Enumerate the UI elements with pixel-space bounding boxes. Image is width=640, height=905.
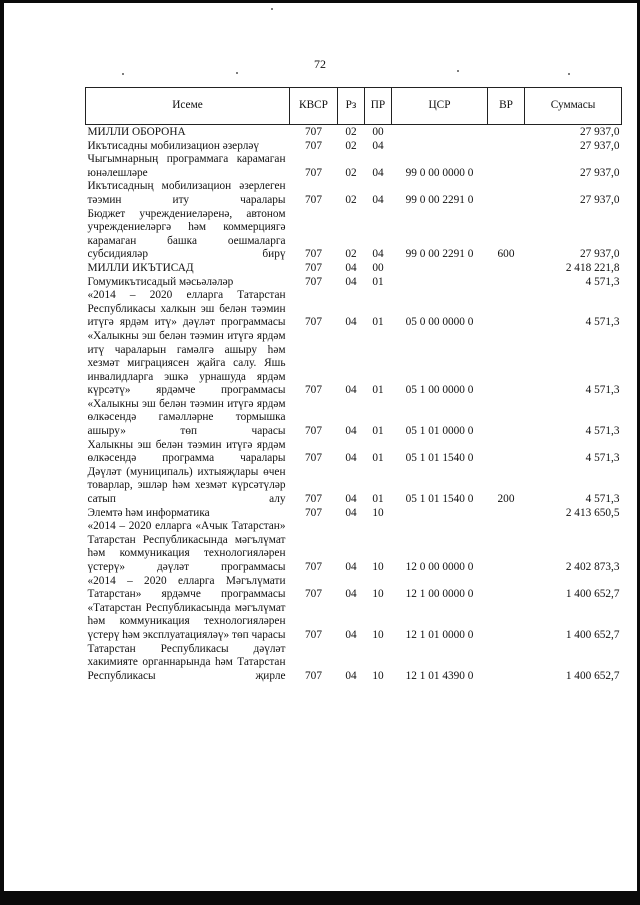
cell-csr [392, 507, 488, 521]
cell-name: Бюджет учреждениеләренә, автоном учреждениеләргә һәм коммерциягә карамаган башка оешмаларга субсидияләр бирү [87, 207, 286, 261]
header-kvsr: КВСР [290, 88, 338, 125]
cell-name: Чыгымнарның программага карамаган юнәлешләре [87, 153, 286, 179]
cell-csr: 99 0 00 0000 0 [405, 166, 474, 179]
cell-csr: 05 1 01 1540 0 [405, 452, 474, 465]
header-pr: ПР [365, 88, 392, 125]
cell-name: Икътисадның мобилизацион әзерлеген тәэмин иту чаралары [87, 180, 286, 206]
cell-csr: 05 1 01 1540 0 [405, 493, 474, 506]
cell-kvsr: 707 [305, 261, 322, 274]
cell-rz: 02 [345, 248, 357, 261]
cell-rz: 04 [345, 588, 357, 601]
cell-name: Татарстан Республикасы дәүләт хакимияте органнарында һәм Татарстан Республикасы җирле [87, 642, 286, 682]
cell-name: «2014 – 2020 елларга «Ачык Татарстан» Татарстан Республикасында мәгълүмат һәм коммуникация технологияләрен үстерү» дәүләт программасы [87, 520, 286, 573]
cell-csr [392, 140, 488, 154]
scan-border-bottom [0, 891, 640, 905]
cell-rz: 04 [345, 493, 357, 506]
page-number: 72 [314, 57, 326, 71]
cell-sum: 4 571,3 [585, 275, 620, 288]
cell-name: «2014 – 2020 елларга Татарстан Республикасы халкын эш белән тәэмин итүгә ярдәм итү» дәүләт программасы [87, 289, 286, 329]
cell-pr: 04 [372, 139, 384, 152]
scan-speck [236, 72, 238, 74]
cell-kvsr: 707 [305, 628, 322, 641]
cell-pr: 04 [372, 193, 384, 206]
scan-speck [122, 73, 124, 75]
cell-kvsr: 707 [305, 425, 322, 438]
cell-rz: 04 [345, 275, 357, 288]
cell-kvsr: 707 [305, 275, 322, 288]
cell-vr [488, 180, 525, 207]
table-row [86, 507, 622, 521]
cell-rz: 04 [345, 628, 357, 641]
cell-vr [488, 289, 525, 330]
cell-name: Гомумикътисадый мәсьәләләр [87, 275, 234, 288]
cell-name: МИЛЛИ ОБОРОНА [87, 126, 186, 138]
scan-speck [271, 8, 273, 10]
scan-speck [568, 73, 570, 75]
cell-vr [488, 140, 525, 154]
cell-pr: 04 [372, 248, 384, 261]
cell-vr [488, 125, 525, 140]
cell-kvsr: 707 [305, 166, 322, 179]
table-row [86, 276, 622, 290]
cell-rz: 04 [345, 316, 357, 329]
table-row [86, 180, 622, 207]
cell-pr: 00 [372, 261, 384, 274]
cell-csr: 05 1 01 0000 0 [405, 425, 474, 438]
cell-sum: 4 571,3 [585, 493, 620, 506]
cell-kvsr: 707 [305, 126, 322, 138]
cell-vr [488, 520, 525, 574]
cell-pr: 00 [372, 126, 384, 138]
cell-sum: 27 937,0 [579, 166, 620, 179]
cell-csr: 12 1 01 4390 0 [405, 669, 474, 682]
table-row [86, 602, 622, 643]
header-vr: ВР [488, 88, 525, 125]
cell-pr: 10 [372, 506, 384, 519]
cell-name: Дәүләт (муниципаль) ихтыяҗлары өчен товарлар, эшләр һәм хезмәт күрсәтүләр сатып алу [87, 465, 286, 506]
cell-vr [488, 643, 525, 684]
table-row [86, 330, 622, 398]
cell-name: «2014 – 2020 елларга Мәгълүмати Татарстан» ярдәмче программасы [87, 574, 286, 601]
cell-csr [392, 125, 488, 140]
cell-pr: 01 [372, 452, 384, 465]
cell-kvsr: 707 [305, 588, 322, 601]
cell-vr [488, 602, 525, 643]
table-row [86, 289, 622, 330]
cell-kvsr: 707 [305, 384, 322, 397]
cell-rz: 04 [345, 506, 357, 519]
cell-sum: 4 571,3 [585, 384, 620, 397]
cell-pr: 04 [372, 166, 384, 179]
cell-vr: 600 [497, 248, 515, 261]
cell-csr: 99 0 00 2291 0 [405, 193, 474, 206]
cell-kvsr: 707 [305, 193, 322, 206]
cell-vr [488, 398, 525, 439]
cell-sum: 4 571,3 [585, 425, 620, 438]
header-sum: Суммасы [525, 88, 622, 125]
table-row [86, 643, 622, 684]
table-row [86, 575, 622, 602]
cell-kvsr: 707 [305, 139, 322, 152]
cell-kvsr: 707 [305, 493, 322, 506]
cell-pr: 10 [372, 588, 384, 601]
cell-sum: 4 571,3 [585, 452, 620, 465]
table-row [86, 208, 622, 262]
cell-pr: 01 [372, 425, 384, 438]
cell-rz: 02 [345, 166, 357, 179]
budget-table [85, 87, 622, 683]
cell-rz: 04 [345, 452, 357, 465]
cell-name: Икътисадны мобилизацион әзерләү [87, 139, 259, 152]
cell-name: «Халыкны эш белән тәэмин итүгә ярдәм итү чараларын гамәлгә ашыру һәм хезмәт миграциясен җайга салу. Яшь инвалидларга эшкә урнашуда ярдәм күрсәтү» ярдәмче программасы [87, 329, 286, 397]
cell-rz: 04 [345, 425, 357, 438]
cell-pr: 01 [372, 316, 384, 329]
cell-vr [488, 507, 525, 521]
header-rz: Рз [338, 88, 365, 125]
cell-rz: 04 [345, 561, 357, 573]
cell-csr: 12 1 00 0000 0 [405, 588, 474, 601]
cell-csr: 99 0 00 2291 0 [405, 248, 474, 261]
cell-kvsr: 707 [305, 561, 322, 573]
cell-vr [488, 262, 525, 276]
cell-kvsr: 707 [305, 669, 322, 682]
cell-name: «Халыкны эш белән тәэмин итүгә ярдәм өлкәсендә гамәлләрне тормышка ашыру» төп чарасы [87, 397, 286, 438]
table-row [86, 140, 622, 154]
cell-vr [488, 153, 525, 180]
scan-border-top [0, 0, 640, 3]
cell-sum: 2 402 873,3 [565, 561, 620, 573]
cell-vr [488, 276, 525, 290]
cell-vr [488, 575, 525, 602]
table-row [86, 520, 622, 574]
cell-csr: 12 1 01 0000 0 [405, 628, 474, 641]
table-row [86, 466, 622, 507]
header-name: Исеме [86, 88, 290, 125]
cell-pr: 10 [372, 561, 384, 573]
table-row [86, 153, 622, 180]
header-csr: ЦСР [392, 88, 488, 125]
cell-pr: 10 [372, 628, 384, 641]
cell-sum: 27 937,0 [579, 126, 620, 138]
cell-pr: 01 [372, 384, 384, 397]
table-row [86, 125, 622, 140]
cell-pr: 10 [372, 669, 384, 682]
cell-csr: 05 0 00 0000 0 [405, 316, 474, 329]
scan-border-left [0, 0, 4, 905]
cell-rz: 04 [345, 261, 357, 274]
cell-name: «Татарстан Республикасында мәгълүмат һәм коммуникация технологияләрен үстерү һәм эксплуатацияләү» төп чарасы [87, 601, 286, 641]
cell-kvsr: 707 [305, 316, 322, 329]
cell-csr: 05 1 00 0000 0 [405, 384, 474, 397]
table-row [86, 439, 622, 466]
table-row [86, 398, 622, 439]
cell-sum: 27 937,0 [579, 248, 620, 261]
cell-name: Халыкны эш белән тәэмин итүгә ярдәм өлкәсендә программа чаралары [87, 438, 286, 465]
cell-sum: 2 418 221,8 [565, 261, 620, 274]
cell-sum: 27 937,0 [579, 193, 620, 206]
cell-kvsr: 707 [305, 248, 322, 261]
cell-rz: 02 [345, 139, 357, 152]
cell-vr [488, 439, 525, 466]
cell-csr [392, 262, 488, 276]
cell-name: МИЛЛИ ИКЪТИСАД [87, 261, 194, 274]
cell-sum: 2 413 650,5 [565, 506, 620, 519]
table-header-row [86, 88, 622, 125]
cell-rz: 02 [345, 193, 357, 206]
cell-rz: 02 [345, 126, 357, 138]
cell-sum: 4 571,3 [585, 316, 620, 329]
cell-sum: 1 400 652,7 [565, 588, 620, 601]
cell-csr [392, 276, 488, 290]
cell-kvsr: 707 [305, 506, 322, 519]
cell-rz: 04 [345, 669, 357, 682]
cell-rz: 04 [345, 384, 357, 397]
cell-sum: 1 400 652,7 [565, 669, 620, 682]
cell-pr: 01 [372, 493, 384, 506]
table-body [86, 125, 622, 684]
cell-vr [488, 330, 525, 398]
table-row [86, 262, 622, 276]
cell-csr: 12 0 00 0000 0 [405, 561, 474, 573]
cell-vr: 200 [497, 493, 515, 506]
cell-sum: 27 937,0 [579, 139, 620, 152]
cell-name: Элемтә һәм информатика [87, 506, 210, 519]
cell-sum: 1 400 652,7 [565, 628, 620, 641]
cell-kvsr: 707 [305, 452, 322, 465]
cell-pr: 01 [372, 275, 384, 288]
